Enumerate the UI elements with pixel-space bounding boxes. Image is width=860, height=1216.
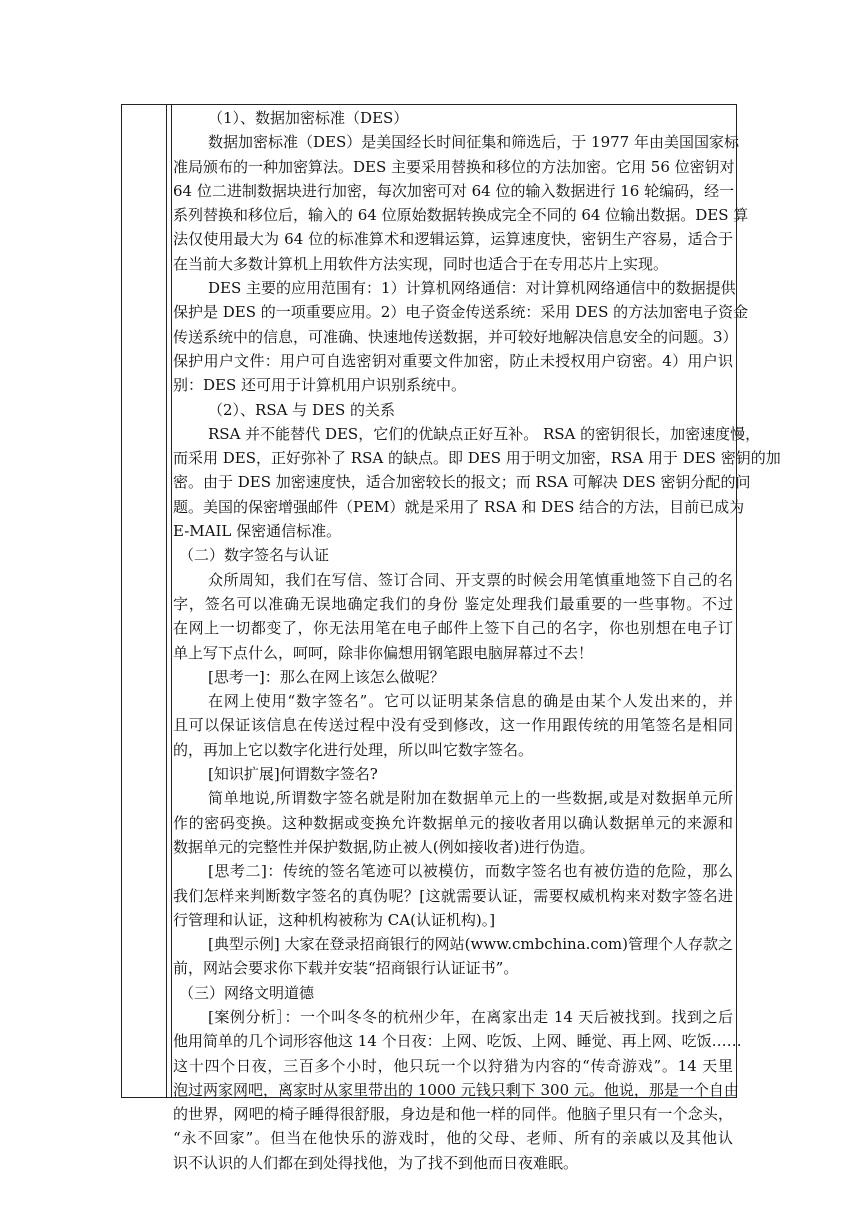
- text-line: （三）网络文明道德: [179, 983, 315, 1002]
- text-line: 密。由于 DES 加密速度快，适合加密较长的报文；而 RSA 可解决 DES 密钥分配的问: [173, 473, 751, 492]
- text-line: （1）、数据加密标准（DES）: [208, 109, 409, 127]
- text-line: 保护是 DES 的一项重要应用。2）电子资金传送系统：采用 DES 的方法加密电子资金: [173, 303, 749, 322]
- text-line: 准局颁布的一种加密算法。DES 主要采用替换和移位的方法加密。它用 56 位密钥对: [173, 157, 735, 176]
- table-column-left: [122, 105, 167, 1097]
- text-line: 识不认识的人们都在到处得找他，为了找不到他而日夜难眠。: [173, 1153, 579, 1172]
- text-line: 数据单元的完整性并保护数据,防止被人(例如接收者)进行伪造。: [173, 837, 595, 856]
- text-line: 法仅使用最大为 64 位的标准算术和逻辑运算，运算速度快，密钥生产容易，适合于: [173, 230, 733, 249]
- text-line: 数据加密标准（DES）是美国经长时间征集和筛选后，于 1977 年由美国国家标: [208, 133, 739, 152]
- text-line: 在网上一切都变了，你无法用笔在电子邮件上签下自己的名字，你也别想在电子订: [173, 619, 733, 638]
- text-line: 简单地说,所谓数字签名就是附加在数据单元上的一些数据,或是对数据单元所: [208, 789, 733, 808]
- text-line: [思考二]：传统的签名笔迹可以被模仿，而数字签名也有被仿造的危险，那么: [208, 862, 733, 881]
- document-table: [121, 104, 781, 1172]
- text-line: 作的密码变换。这种数据或变换允许数据单元的接收者用以确认数据单元的来源和: [173, 813, 733, 832]
- text-line: 的，再加上它以数字化进行处理，所以叫它数字签名。: [173, 740, 534, 759]
- text-line: RSA 并不能替代 DES，它们的优缺点正好互补。 RSA 的密钥很长，加密速度慢，: [208, 424, 761, 443]
- text-line: （2）、RSA 与 DES 的关系: [208, 400, 396, 419]
- text-line: 在网上使用“数字签名”。它可以证明某条信息的确是由某个人发出来的，并: [208, 692, 733, 711]
- text-line: [知识扩展]何谓数字签名?: [208, 765, 378, 784]
- text-line: 系列替换和移位后，输入的 64 位原始数据转换成完全不同的 64 位输出数据。DES 算: [173, 206, 749, 225]
- text-line: 我们怎样来判断数字签名的真伪呢？[这就需要认证，需要权威机构来对数字签名进: [173, 886, 733, 905]
- document-body: [173, 106, 781, 1175]
- text-line: [思考一]：那么在网上该怎么做呢？: [208, 667, 445, 686]
- text-line: 众所周知，我们在写信、签订合同、开支票的时候会用笔慎重地签下自己的名: [208, 570, 733, 589]
- text-line: 题。美国的保密增强邮件（PEM）就是采用了 RSA 和 DES 结合的方法，目前已成为: [173, 497, 745, 516]
- text-line: 保护用户文件：用户可自选密钥对重要文件加密，防止未授权用户窃密。4）用户识: [173, 351, 733, 370]
- text-line: “永不回家”。但当在他快乐的游戏时，他的父母、老师、所有的亲戚以及其他认: [173, 1129, 733, 1148]
- text-line: 字，签名可以准确无误地确定我们的身份 鉴定处理我们最重要的一些事物。不过: [173, 594, 733, 613]
- text-line: 64 位二进制数据块进行加密，每次加密可对 64 位的输入数据进行 16 轮编码，经一: [173, 181, 735, 200]
- text-line: 而采用 DES，正好弥补了 RSA 的缺点。即 DES 用于明文加密，RSA 用于 DES 密钥的加: [173, 449, 781, 468]
- text-line: 前，网站会要求你下载并安装“招商银行认证证书”。: [173, 959, 519, 978]
- text-line: DES 主要的应用范围有：1）计算机网络通信：对计算机网络通信中的数据提供: [208, 279, 736, 298]
- text-line: 行管理和认证，这种机构被称为 CA(认证机构)。]: [173, 910, 496, 929]
- text-line: 在当前大多数计算机上用软件方法实现，同时也适合于在专用芯片上实现。: [173, 254, 669, 273]
- text-line: [案例分析］：一个叫冬冬的杭州少年，在离家出走 14 天后被找到。找到之后: [208, 1007, 733, 1026]
- text-line: 单上写下点什么，呵呵，除非你偏想用钢笔跟电脑屏幕过不去！: [173, 643, 594, 662]
- text-line: 他用简单的几个词形容他这 14 个日夜：上网、吃饭、上网、睡觉、再上网、吃饭……: [173, 1032, 742, 1051]
- text-line: 别：DES 还可用于计算机用户识别系统中。: [173, 376, 467, 395]
- text-line: 这十四个日夜，三百多个小时，他只玩一个以狩猎为内容的“传奇游戏”。14 天里: [173, 1056, 733, 1075]
- text-line: 泡过两家网吧，离家时从家里带出的 1000 元钱只剩下 300 元。他说，那是一个自由: [173, 1080, 739, 1099]
- text-line: 且可以保证该信息在传送过程中没有受到修改，这一作用跟传统的用笔签名是相同: [173, 716, 733, 735]
- text-line: （二）数字签名与认证: [179, 546, 330, 565]
- text-line: 传送系统中的信息，可准确、快速地传送数据，并可较好地解决信息安全的问题。3）: [173, 327, 738, 346]
- table-column-narrow: [167, 105, 172, 1097]
- text-line: [典型示例] 大家在登录招商银行的网站(www.cmbchina.com)管理个人存款之: [208, 935, 733, 954]
- text-line: E-MAIL 保密通信标准。: [173, 522, 342, 541]
- text-line: 的世界，网吧的椅子睡得很舒服，身边是和他一样的同伴。他脑子里只有一个念头，: [173, 1105, 733, 1124]
